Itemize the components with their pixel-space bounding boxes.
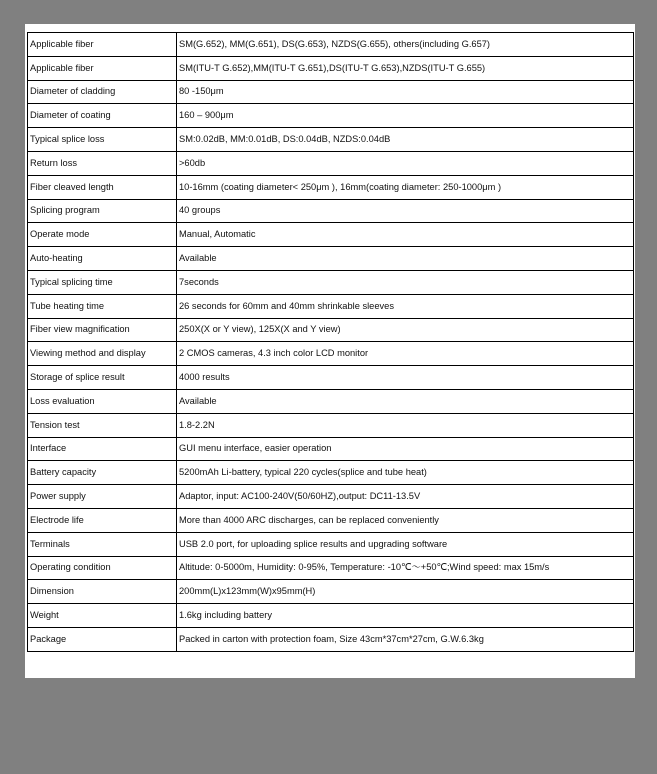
table-row xyxy=(28,389,634,413)
table-row xyxy=(28,461,634,485)
specification-table-body xyxy=(28,33,634,652)
spec-value: SM(ITU-T G.652),MM(ITU-T G.651),DS(ITU-T G.653),NZDS(ITU-T G.655) xyxy=(177,56,634,80)
spec-value: Adaptor, input: AC100-240V(50/60HZ),output: DC11-13.5V xyxy=(177,485,634,509)
spec-label: Viewing method and display xyxy=(28,342,177,366)
spec-value: 250X(X or Y view), 125X(X and Y view) xyxy=(177,318,634,342)
spec-value: More than 4000 ARC discharges, can be replaced conveniently xyxy=(177,508,634,532)
spec-label: Return loss xyxy=(28,151,177,175)
spec-label: Diameter of coating xyxy=(28,104,177,128)
table-row xyxy=(28,175,634,199)
spec-value: 5200mAh Li-battery, typical 220 cycles(splice and tube heat) xyxy=(177,461,634,485)
table-row xyxy=(28,366,634,390)
spec-sheet xyxy=(25,24,635,678)
spec-label: Typical splice loss xyxy=(28,128,177,152)
spec-label: Weight xyxy=(28,604,177,628)
spec-value: 2 CMOS cameras, 4.3 inch color LCD monitor xyxy=(177,342,634,366)
spec-label: Terminals xyxy=(28,532,177,556)
specification-table xyxy=(27,32,634,652)
spec-label: Power supply xyxy=(28,485,177,509)
table-row xyxy=(28,80,634,104)
table-row xyxy=(28,342,634,366)
table-row xyxy=(28,508,634,532)
spec-label: Diameter of cladding xyxy=(28,80,177,104)
spec-value: Manual, Automatic xyxy=(177,223,634,247)
spec-value: >60db xyxy=(177,151,634,175)
spec-label: Electrode life xyxy=(28,508,177,532)
table-row xyxy=(28,270,634,294)
table-row xyxy=(28,627,634,651)
spec-value: 26 seconds for 60mm and 40mm shrinkable sleeves xyxy=(177,294,634,318)
spec-label: Battery capacity xyxy=(28,461,177,485)
table-row xyxy=(28,437,634,461)
spec-value: 10-16mm (coating diameter< 250μm ), 16mm(coating diameter: 250-1000μm ) xyxy=(177,175,634,199)
table-row xyxy=(28,485,634,509)
spec-value: USB 2.0 port, for uploading splice results and upgrading software xyxy=(177,532,634,556)
spec-label: Operate mode xyxy=(28,223,177,247)
spec-value: 1.8-2.2N xyxy=(177,413,634,437)
spec-value: 40 groups xyxy=(177,199,634,223)
table-row xyxy=(28,199,634,223)
table-row xyxy=(28,556,634,580)
table-row xyxy=(28,294,634,318)
spec-label: Dimension xyxy=(28,580,177,604)
table-row xyxy=(28,151,634,175)
spec-value: 1.6kg including battery xyxy=(177,604,634,628)
spec-label: Tension test xyxy=(28,413,177,437)
spec-value: SM:0.02dB, MM:0.01dB, DS:0.04dB, NZDS:0.04dB xyxy=(177,128,634,152)
spec-value: Available xyxy=(177,247,634,271)
spec-label: Operating condition xyxy=(28,556,177,580)
table-row xyxy=(28,318,634,342)
table-row xyxy=(28,604,634,628)
spec-value: 7seconds xyxy=(177,270,634,294)
spec-value: GUI menu interface, easier operation xyxy=(177,437,634,461)
table-row xyxy=(28,128,634,152)
spec-value: Available xyxy=(177,389,634,413)
table-row xyxy=(28,580,634,604)
spec-label: Splicing program xyxy=(28,199,177,223)
spec-label: Package xyxy=(28,627,177,651)
spec-label: Applicable fiber xyxy=(28,56,177,80)
table-row xyxy=(28,223,634,247)
spec-label: Fiber cleaved length xyxy=(28,175,177,199)
table-row xyxy=(28,56,634,80)
spec-label: Typical splicing time xyxy=(28,270,177,294)
table-row xyxy=(28,104,634,128)
spec-value: Altitude: 0-5000m, Humidity: 0-95%, Temperature: -10℃～+50℃;Wind speed: max 15m/s xyxy=(177,556,634,580)
table-row xyxy=(28,532,634,556)
table-row xyxy=(28,33,634,57)
spec-value: SM(G.652), MM(G.651), DS(G.653), NZDS(G.655), others(including G.657) xyxy=(177,33,634,57)
spec-value: 160 – 900μm xyxy=(177,104,634,128)
spec-label: Interface xyxy=(28,437,177,461)
spec-value: Packed in carton with protection foam, Size 43cm*37cm*27cm, G.W.6.3kg xyxy=(177,627,634,651)
spec-label: Storage of splice result xyxy=(28,366,177,390)
spec-value: 4000 results xyxy=(177,366,634,390)
spec-label: Fiber view magnification xyxy=(28,318,177,342)
table-row xyxy=(28,413,634,437)
spec-value: 200mm(L)x123mm(W)x95mm(H) xyxy=(177,580,634,604)
spec-value: 80 -150μm xyxy=(177,80,634,104)
spec-label: Auto-heating xyxy=(28,247,177,271)
spec-label: Tube heating time xyxy=(28,294,177,318)
table-row xyxy=(28,247,634,271)
spec-label: Loss evaluation xyxy=(28,389,177,413)
spec-label: Applicable fiber xyxy=(28,33,177,57)
